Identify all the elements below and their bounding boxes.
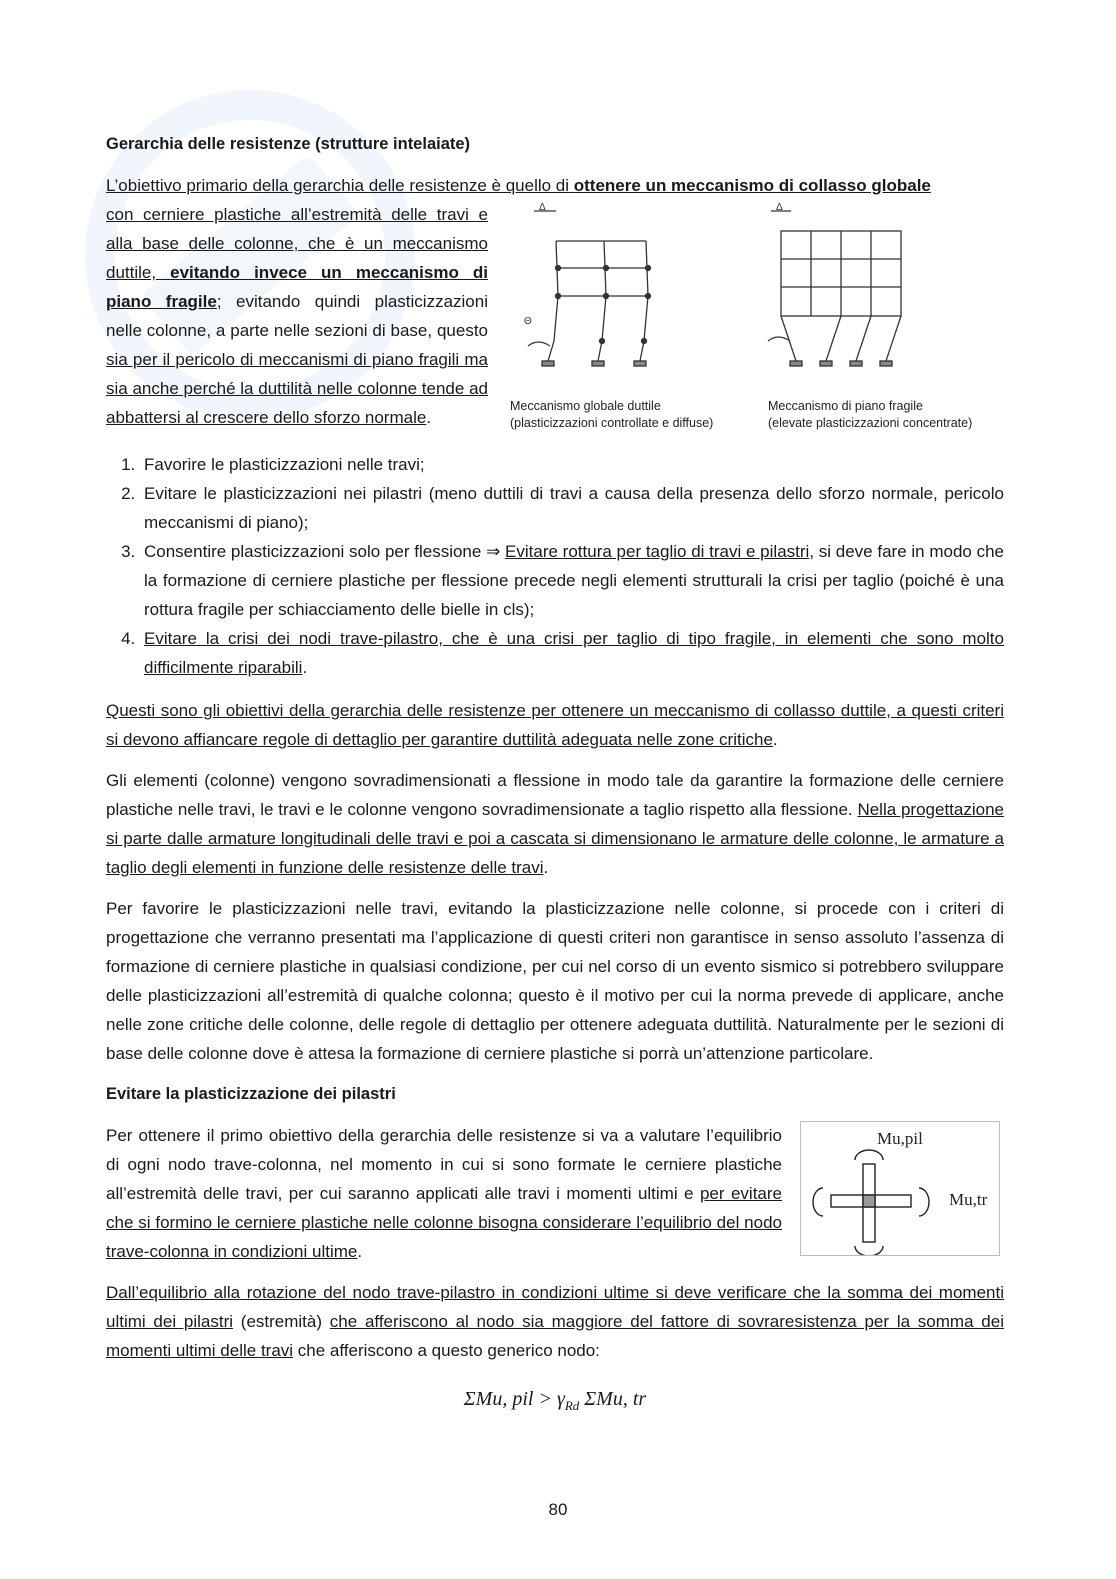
list-item: 4. Evitare la crisi dei nodi trave-pilastro, che è una crisi per taglio di tipo fragile, in elementi che sono molto difficilmente riparabili. [140, 624, 1004, 682]
caption-global-line1: Meccanismo globale duttile [510, 399, 661, 413]
caption-global-line2: (plasticizzazioni controllate e diffuse) [510, 416, 714, 430]
section-heading-1: Gerarchia delle resistenze (strutture intelaiate) [106, 135, 471, 153]
caption-global [510, 398, 713, 432]
paragraph-2: Gli elementi (colonne) vengono sovradimensionati a flessione in modo tale da garantire la formazione delle cerniere plastiche nelle travi, le travi e le colonne vengono sovradimensionate a taglio rispetto alla flessione. Nella progettazione si parte dalle armature longitudinali delle travi e poi a cascata si dimensionano le armature delle colonne, le armature a taglio degli elementi in funzione delle resistenze delle travi. [106, 771, 1004, 877]
intro-line-b: ottenere un meccanismo di collasso globale [573, 176, 931, 195]
objectives-list [106, 450, 1004, 682]
paragraph-3: Per favorire le plasticizzazioni nelle travi, evitando la plasticizzazione nelle colonne, si procede con i criteri di progettazione che verranno presentati ma l’applicazione di questi criteri non garantisce in senso assoluto l’assenza di formazione di cerniere plastiche in qualsiasi condizione, per cui nel corso di un evento sismico si potrebbero sviluppare delle plasticizzazioni all’estremità di qualche colonna; questo è il motivo per cui la norma prevede di applicare, anche nelle zone critiche delle colonne, delle regole di dettaglio per ottenere adeguata duttilità. Naturalmente per le sezioni di base delle colonne dove è attesa la formazione di cerniere plastiche si porrà un’attenzione particolare. [106, 899, 1004, 1063]
intro-paragraph [106, 200, 488, 432]
paragraph-1: Questi sono gli obiettivi della gerarchia delle resistenze per ottenere un meccanismo di collasso duttile, a questi criteri si devono affiancare regole di dettaglio per garantire duttilità adeguata nelle zone critiche. [106, 701, 1004, 749]
section-heading-2: Evitare la plasticizzazione dei pilastri [106, 1085, 396, 1103]
intro-first-line [106, 171, 1004, 200]
intro-p-a: con cerniere plastiche all’estremità delle travi e alla base delle colonne, che è un meccanismo duttile, [106, 205, 488, 282]
delta-label-right: Δ [776, 202, 783, 213]
node-diagram [801, 1122, 999, 1255]
intro-p-e: . [426, 408, 432, 427]
caption-soft-line1: Meccanismo di piano fragile [768, 399, 923, 413]
moment-arrow-left [813, 1188, 823, 1216]
page-number: 80 [548, 1500, 568, 1519]
intro-p-c: ; evitando quindi plasticizzazioni nelle colonne, a parte nelle sezioni di base, questo [106, 292, 488, 340]
moment-arrow-bottom [855, 1246, 883, 1255]
hierarchy-formula: ΣMu, pil > $\gamma_{Rd}$ ΣMu, tr [463, 1388, 647, 1413]
caption-soft-storey [768, 398, 972, 432]
beam-column-node-figure [800, 1121, 1000, 1256]
intro-line-a: L’obiettivo primario della gerarchia delle resistenze è quello di [106, 176, 574, 195]
label-mu-pil: Mu,pil [877, 1129, 923, 1148]
moment-arrow-top [855, 1150, 883, 1160]
label-mu-tr: Mu,tr [949, 1190, 988, 1209]
paragraph-4: Per ottenere il primo obiettivo della gerarchia delle resistenze si va a valutare l’equilibrio di ogni nodo trave-colonna, nel momento in cui si sono formate le cerniere plastiche all’estremità delle travi, per cui saranno applicati alle travi i momenti ultimi e per evitare che si formino le cerniere plastiche nelle colonne bisogna considerare l’equilibrio del nodo trave-colonna in condizioni ultime. [106, 1126, 783, 1261]
list-item: 1. Favorire le plasticizzazioni nelle travi; [140, 450, 1004, 479]
list-item: 3. Consentire plasticizzazioni solo per flessione ⇒ Evitare rottura per taglio di travi e pilastri, si deve fare in modo che la formazione di cerniere plastiche per flessione precede negli elementi strutturali la crisi per taglio (poiché è una rottura fragile per schiacciamento delle bielle in cls); [140, 537, 1004, 624]
intro-p-b: evitando invece un meccanismo di piano fragile [106, 263, 489, 311]
list-item: 2. Evitare le plasticizzazioni nei pilastri (meno duttili di travi a causa della presenza dello sforzo normale, pericolo meccanismi di piano); [140, 479, 1004, 537]
delta-label-left: Δ [539, 202, 546, 213]
theta-label: Θ [524, 316, 532, 327]
moment-arrow-right [919, 1188, 929, 1216]
intro-p-d: sia per il pericolo di meccanismi di piano fragili ma sia anche perché la duttilità nelle colonne tende ad abbattersi al crescere dello sforzo normale [106, 350, 488, 427]
paragraph-5: Dall’equilibrio alla rotazione del nodo trave-pilastro in condizioni ultime si deve verificare che la somma dei momenti ultimi dei pilastri (estremità) che afferiscono al nodo sia maggiore del fattore di sovraresistenza per la somma dei momenti ultimi delle travi che afferiscono a questo generico nodo: [106, 1283, 1004, 1360]
page-content [106, 130, 1004, 1420]
frames-diagram [506, 201, 1016, 391]
caption-soft-line2: (elevate plasticizzazioni concentrate) [768, 416, 973, 430]
node-section [106, 1121, 1004, 1266]
collapse-mechanisms-figure [506, 201, 1016, 441]
intro-block [106, 171, 1004, 432]
